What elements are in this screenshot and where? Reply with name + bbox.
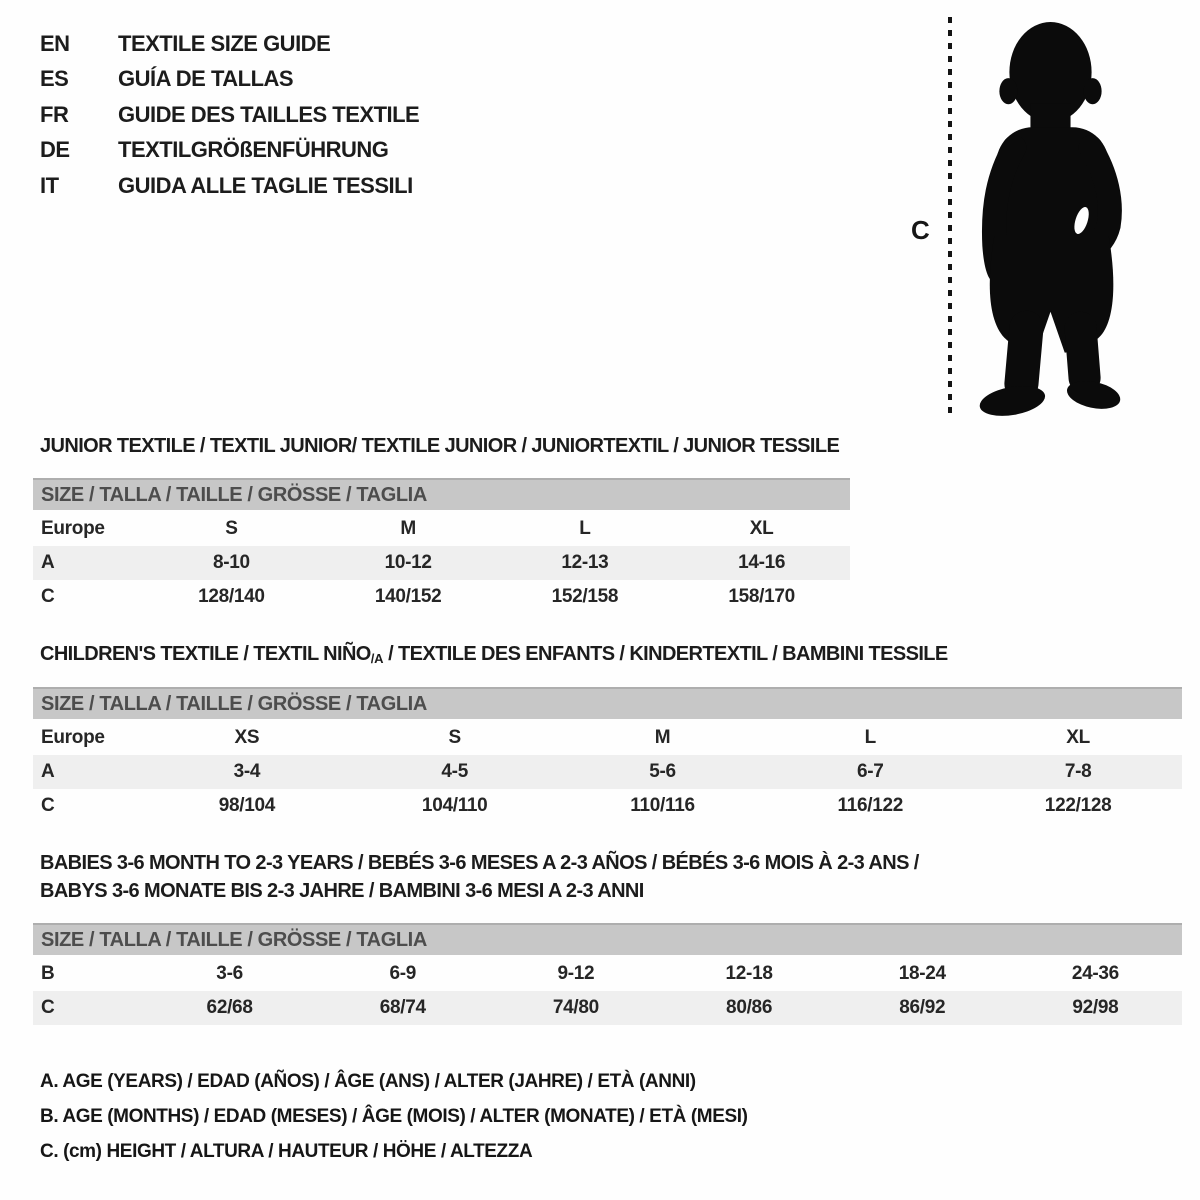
table-cell: 98/104: [218, 795, 276, 816]
table-cell: 68/74: [316, 991, 489, 1025]
table-cell: 92/98: [1009, 991, 1182, 1025]
lang-title: TEXTILE SIZE GUIDE: [118, 30, 331, 56]
table-cell: 8-10: [143, 546, 320, 580]
toddler-silhouette-icon: [963, 15, 1141, 421]
table-cell: 80/86: [663, 991, 836, 1025]
table-cell: 158/170: [728, 586, 795, 607]
table-cell: 104/110: [421, 795, 488, 816]
lang-code: FR: [40, 101, 69, 127]
size-header-band: SIZE / TALLA / TAILLE / GRÖSSE / TAGLIA: [33, 923, 1182, 955]
table-cell: 86/92: [836, 991, 1009, 1025]
table-cell: 12-13: [497, 546, 674, 580]
lang-title: GUÍA DE TALLAS: [118, 66, 294, 92]
junior-section-heading: JUNIOR TEXTILE / TEXTIL JUNIOR/ TEXTILE JUNIOR / JUNIORTEXTIL / JUNIOR TESSILE: [40, 435, 840, 457]
lang-row-it: [40, 168, 419, 204]
table-cell: 14-16: [673, 546, 850, 580]
row-label: B: [41, 963, 55, 984]
legend-line-b: B. AGE (MONTHS) / EDAD (MESES) / ÂGE (MOIS) / ALTER (MONATE) / ETÀ (MESI): [40, 1106, 748, 1127]
row-label: A: [33, 546, 143, 580]
lang-title: TEXTILGRÖßENFÜHRUNG: [118, 137, 389, 163]
lang-code: IT: [40, 172, 59, 198]
table-cell: 3-6: [216, 963, 243, 984]
size-header-band: SIZE / TALLA / TAILLE / GRÖSSE / TAGLIA: [33, 687, 1182, 719]
table-cell: 6-9: [389, 963, 417, 984]
table-cell: 7-8: [974, 755, 1182, 789]
lang-row-de: [40, 133, 419, 169]
children-section-heading: [40, 642, 1182, 668]
lang-title: GUIDE DES TAILLES TEXTILE: [118, 101, 420, 127]
lang-row-es: [40, 62, 419, 98]
row-label: Europe: [41, 518, 105, 539]
size-header-band: SIZE / TALLA / TAILLE / GRÖSSE / TAGLIA: [33, 478, 850, 510]
row-label: C: [33, 991, 143, 1025]
babies-section-heading-line2: BABYS 3-6 MONATE BIS 2-3 JAHRE / BAMBINI 3-6 MESI A 2-3 ANNI: [40, 880, 644, 902]
lang-code: ES: [40, 66, 69, 92]
table-cell: 122/128: [1044, 795, 1112, 816]
babies-size-table: [33, 923, 1182, 1025]
table-cell: S: [448, 727, 461, 748]
section-babies-textile: [33, 849, 1182, 1025]
table-cell: L: [579, 518, 591, 539]
lang-code: DE: [40, 137, 70, 163]
babies-section-heading-line1: BABIES 3-6 MONTH TO 2-3 YEARS / BEBÉS 3-6 MESES A 2-3 AÑOS / BÉBÉS 3-6 MOIS À 2-3 ANS /: [40, 852, 919, 874]
table-cell: S: [225, 518, 238, 539]
children-size-table: [33, 687, 1182, 823]
legend-line-a: A. AGE (YEARS) / EDAD (AÑOS) / ÂGE (ANS) / ALTER (JAHRE) / ETÀ (ANNI): [40, 1071, 696, 1092]
lang-row-en: [40, 26, 419, 62]
table-cell: M: [400, 518, 416, 539]
table-cell: L: [864, 727, 876, 748]
table-cell: 9-12: [557, 963, 595, 984]
table-cell: 10-12: [320, 546, 497, 580]
table-cell: 116/122: [837, 795, 904, 816]
table-cell: 18-24: [898, 963, 946, 984]
language-title-block: [40, 26, 419, 204]
table-cell: XL: [1066, 727, 1090, 748]
row-label: C: [41, 795, 55, 816]
row-label: C: [41, 586, 55, 607]
height-dashed-line: [948, 17, 952, 419]
legend-line-c: C. (cm) HEIGHT / ALTURA / HAUTEUR / HÖHE / ALTEZZA: [40, 1141, 533, 1162]
junior-size-table: [33, 478, 850, 614]
table-cell: 152/158: [551, 586, 619, 607]
table-cell: 3-4: [143, 755, 351, 789]
table-cell: 62/68: [143, 991, 316, 1025]
table-cell: 6-7: [766, 755, 974, 789]
height-measure-label: C: [911, 215, 930, 245]
measurement-legend: [40, 1064, 748, 1169]
table-cell: XS: [234, 727, 260, 748]
children-heading-subscript: /A: [370, 651, 384, 666]
table-cell: 4-5: [351, 755, 559, 789]
table-cell: 140/152: [374, 586, 442, 607]
height-figure: [905, 15, 1155, 421]
row-label: Europe: [41, 727, 105, 748]
section-childrens-textile: [33, 642, 1182, 823]
table-cell: 5-6: [559, 755, 767, 789]
table-cell: 74/80: [489, 991, 662, 1025]
table-cell: 128/140: [198, 586, 265, 607]
table-cell: M: [654, 727, 671, 748]
lang-title: GUIDA ALLE TAGLIE TESSILI: [118, 172, 413, 198]
table-cell: XL: [749, 518, 774, 539]
row-label: A: [33, 755, 143, 789]
children-heading-part1: CHILDREN'S TEXTILE / TEXTIL NIÑO: [40, 643, 371, 665]
table-cell: 110/116: [630, 795, 695, 816]
section-junior-textile: [33, 434, 850, 614]
children-heading-part2: / TEXTILE DES ENFANTS / KINDERTEXTIL / BAMBINI TESSILE: [383, 643, 948, 665]
table-cell: 24-36: [1071, 963, 1119, 984]
table-cell: 12-18: [725, 963, 773, 984]
lang-code: EN: [40, 30, 70, 56]
lang-row-fr: [40, 97, 419, 133]
